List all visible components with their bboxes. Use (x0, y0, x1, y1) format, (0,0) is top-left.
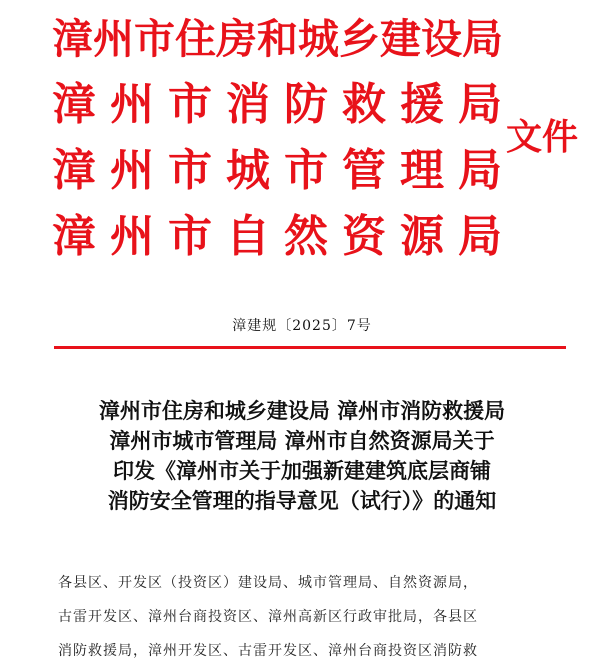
document-type-label: 文件 (506, 116, 579, 158)
addressee-paragraph (58, 566, 578, 668)
title-line: 漳州市住房和城乡建设局 漳州市消防救援局 (98, 398, 506, 423)
body-line: 古雷开发区、漳州台商投资区、漳州高新区行政审批局，各县区 (58, 609, 478, 625)
agency-name-urban-management: 漳州市城市管理局 (52, 145, 516, 196)
title-line: 漳州市城市管理局 漳州市自然资源局关于 (109, 428, 495, 453)
agency-name-fire-rescue: 漳州市消防救援局 (52, 79, 516, 130)
agency-name-natural-resources: 漳州市自然资源局 (52, 211, 516, 262)
document-number: 漳建规〔2025〕7号 (232, 318, 372, 334)
notice-title (30, 396, 574, 516)
issuing-agencies-header (52, 6, 516, 270)
body-line: 各县区、开发区（投资区）建设局、城市管理局、自然资源局， (58, 575, 478, 591)
title-line: 印发《漳州市关于加强新建建筑底层商铺 (113, 458, 491, 483)
agency-name-housing: 漳州市住房和城乡建设局 (52, 15, 503, 63)
body-line: 消防救援局，漳州开发区、古雷开发区、漳州台商投资区消防救 (58, 643, 478, 659)
red-divider-line (54, 346, 566, 349)
title-line: 消防安全管理的指导意见（试行）》的通知 (107, 488, 497, 513)
